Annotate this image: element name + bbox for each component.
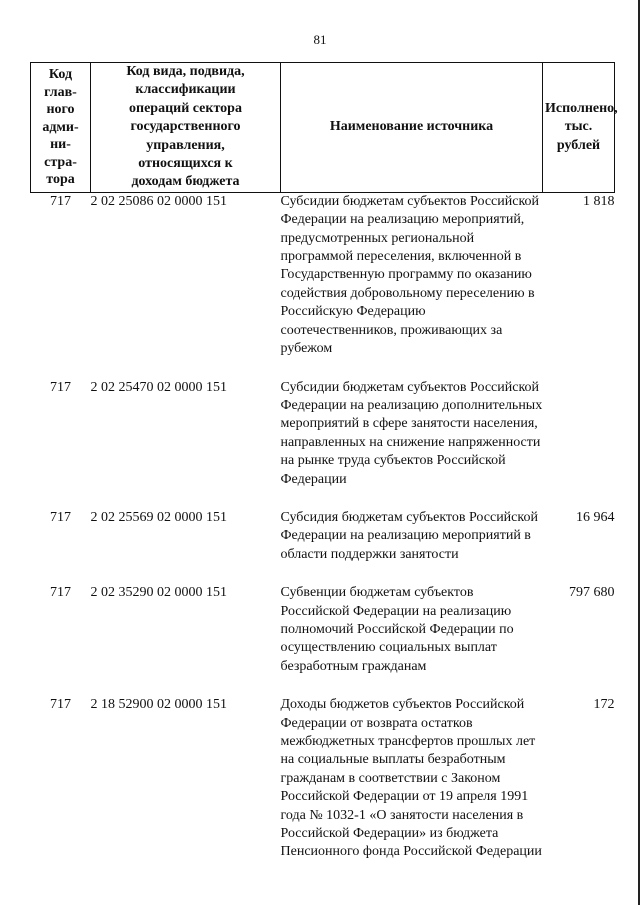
cell-code: 2 02 25086 02 0000 151 <box>90 193 227 209</box>
cell-name: Субсидии бюджетам субъектов Российской Федерации на реализацию дополнительных мероприятий в сфере занятости населения, направленных на снижение напряженности на рынке труда субъектов Российской Федерации <box>280 379 543 487</box>
table-row <box>31 584 615 676</box>
header-admin-code: Код глав- ного адми- ни- стра- тора <box>31 63 91 193</box>
cell-amount: 16 964 <box>576 509 615 525</box>
budget-revenue-table <box>30 62 618 862</box>
cell-code: 2 18 52900 02 0000 151 <box>90 697 227 713</box>
cell-admin: 717 <box>50 585 71 601</box>
table-row <box>31 192 615 358</box>
header-executed: Исполнено, тыс. рублей <box>543 63 615 193</box>
cell-amount: 1 818 <box>583 193 615 209</box>
cell-code: 2 02 35290 02 0000 151 <box>90 585 227 601</box>
header-type-code: Код вида, подвида, классификации операций сектора государственного управления, относящихся к доходам бюджета <box>91 63 281 193</box>
page-number: 81 <box>313 32 327 47</box>
cell-admin: 717 <box>50 509 71 525</box>
cell-code: 2 02 25569 02 0000 151 <box>90 509 227 525</box>
table-header-row <box>31 63 615 193</box>
cell-amount: 797 680 <box>569 585 615 601</box>
cell-name: Субсидия бюджетам субъектов Российской Федерации на реализацию мероприятий в области поддержки занятости <box>280 509 538 562</box>
cell-name: Субсидии бюджетам субъектов Российской Федерации на реализацию мероприятий, предусмотренных региональной программой переселения, включенной в Государственную программу по оказанию содействия добровольному переселению в Российскую Федерацию соотечественников, проживающих за рубежом <box>280 193 540 357</box>
table-row <box>31 509 615 564</box>
cell-admin: 717 <box>50 697 71 713</box>
cell-name: Доходы бюджетов субъектов Российской Федерации от возврата остатков межбюджетных трансфертов прошлых лет на социальные выплаты безработным гражданам в соответствии с Законом Российской Федерации от 19 апреля 1991 года № 1032-1 «О занятости населения в Российской Федерации» из бюджета Пенсионного фонда Российской Федерации <box>280 697 542 860</box>
cell-amount: 172 <box>593 697 615 713</box>
table-row <box>31 379 615 489</box>
cell-name: Субвенции бюджетам субъектов Российской Федерации на реализацию полномочий Российской Федерации по осуществлению социальных выплат безработным гражданам <box>280 585 514 674</box>
header-source-name: Наименование источника <box>281 63 543 193</box>
cell-admin: 717 <box>50 379 71 395</box>
cell-amount <box>543 379 615 489</box>
cell-code: 2 02 25470 02 0000 151 <box>90 379 227 395</box>
table-row <box>31 696 615 862</box>
cell-admin: 717 <box>50 193 71 209</box>
